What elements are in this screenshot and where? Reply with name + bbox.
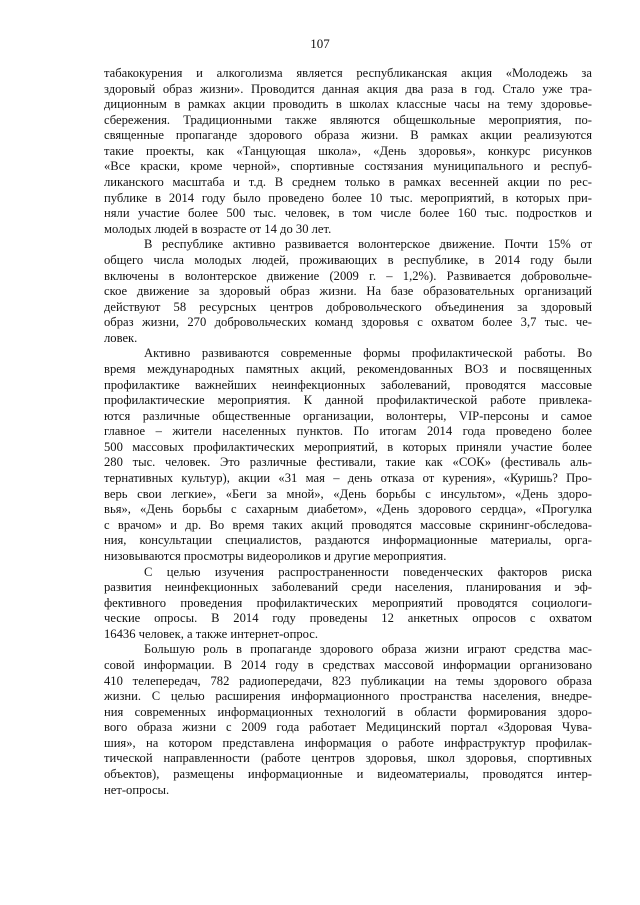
text-line: ловек.	[104, 330, 138, 345]
text-line: молодых людей в возрасте от 14 до 30 лет.	[104, 221, 332, 236]
body-text	[104, 66, 592, 798]
text-line: развития неинфекционных заболеваний среди населения, планирования и эф-	[104, 580, 592, 595]
text-line: В республике активно развивается волонтерское движение. Почти 15% от	[144, 237, 592, 252]
paragraph	[104, 565, 592, 643]
text-line: ческие опросы. В 2014 году проведены 12 анкетных опросов с охватом	[104, 611, 592, 626]
text-line: «Все краски, кроме черной», спортивные состязания муниципального и респуб-	[104, 159, 592, 174]
paragraph	[104, 66, 592, 237]
text-line: тернативных культур), акции «31 мая – день отказа от курения», «Куришь? Про-	[104, 471, 592, 486]
text-line: ются различные общественные организации, волонтеры, VIP-персоны и самое	[104, 408, 592, 423]
text-line: шия», на котором представлена информация о работе инфраструктур профилак-	[104, 735, 592, 750]
text-line: время международных памятных акций, рекомендованных ВОЗ и посвященных	[104, 361, 592, 376]
text-line: профилактике важнейших неинфекционных заболеваний, проводятся массовые	[104, 377, 592, 392]
text-line: вого образа жизни с 2009 года работает Медицинский портал «Здоровая Чува-	[104, 720, 592, 735]
page-number: 107	[310, 36, 330, 51]
text-line: 410 телепередач, 782 радиопередачи, 823 публикации на темы здорового образа	[104, 673, 592, 688]
text-line: ское движение за здоровый образ жизни. На базе образовательных организаций	[104, 284, 592, 299]
text-line: Активно развиваются современные формы профилактической работы. Во	[144, 346, 592, 361]
text-line: табакокурения и алкоголизма является республиканская акция «Молодежь за	[104, 66, 592, 80]
text-line: фективного проведения профилактических мероприятий проводятся социологи-	[104, 595, 592, 610]
text-line: ния, консультации специалистов, раздаются информационные материалы, орга-	[104, 533, 592, 548]
text-line: совой информации. В 2014 году в средствах массовой информации организовано	[104, 657, 592, 672]
text-line: здоровый образ жизни». Проводится данная акция два раза в год. Стало уже тра-	[104, 81, 592, 96]
text-line: низовываются просмотры видеороликов и другие мероприятия.	[104, 548, 447, 563]
text-line: 500 массовых профилактических мероприятий, в которых приняли участие более	[104, 439, 592, 454]
text-line: объектов), размещены информационные и видеоматериалы, проводятся интер-	[104, 767, 592, 782]
paragraph	[104, 346, 592, 564]
text-line: тической направленности (работе центров здоровья, школ здоровья, спортивных	[104, 751, 592, 766]
text-line: 16436 человек, а также интернет-опрос.	[104, 626, 318, 641]
text-line: такие проекты, как «Танцующая школа», «День здоровья», конкурс рисунков	[104, 143, 592, 158]
text-line: нет-опросы.	[104, 782, 170, 797]
text-line: диционным в рамках акции проводить в школах классные часы на тему здоровье-	[104, 97, 592, 112]
text-line: образ жизни, 270 добровольческих команд здоровья с охватом более 3,7 тыс. че-	[104, 315, 592, 330]
text-line: профилактические мероприятия. К данной профилактической работе привлека-	[104, 393, 592, 408]
paragraph	[104, 642, 592, 798]
text-line: няли участие более 500 тыс. человек, в том числе более 160 тыс. подростков и	[104, 206, 592, 221]
text-line: сбережения. Традиционными также являются общешкольные мероприятия, по-	[104, 112, 592, 127]
text-line: ния современных информационных технологий в области формирования здоро-	[104, 704, 592, 719]
text-line: вья», «День борьбы с сахарным диабетом», «День здорового сердца», «Прогулка	[104, 502, 592, 517]
paragraph	[104, 237, 592, 346]
text-line: общего числа молодых людей, проживающих в республике, в 2014 году были	[104, 252, 592, 267]
text-line: верь свои легкие», «Беги за мной», «День борьбы с инсультом», «День здоро-	[104, 486, 592, 501]
text-line: включены в волонтерское движение (2009 г. – 1,2%). Развивается добровольче-	[104, 268, 592, 283]
text-line: Большую роль в пропаганде здорового образа жизни играют средства мас-	[144, 642, 592, 657]
text-line: ликанского масштаба и т.д. В среднем только в рамках весенней акции по рес-	[104, 175, 592, 190]
text-line: жизни. С целью расширения информационного пространства населения, внедре-	[104, 689, 592, 704]
text-line: действуют 58 ресурсных центров добровольческого объединения за здоровый	[104, 299, 592, 314]
text-line: главное – жители населенных пунктов. По итогам 2014 года проведено более	[104, 424, 592, 439]
text-line: с врачом» и др. Во время таких акций проводятся массовые скрининг-обследова-	[104, 517, 592, 532]
text-line: С целью изучения распространенности поведенческих факторов риска	[144, 564, 592, 579]
text-line: публике в 2014 году было проведено более 10 тыс. мероприятий, в которых при-	[104, 190, 592, 205]
text-line: 280 тыс. человек. Это различные фестивали, такие как «СОК» (фестиваль аль-	[104, 455, 592, 470]
text-line: священные пропаганде здорового образа жизни. В рамках акции реализуются	[104, 128, 592, 143]
